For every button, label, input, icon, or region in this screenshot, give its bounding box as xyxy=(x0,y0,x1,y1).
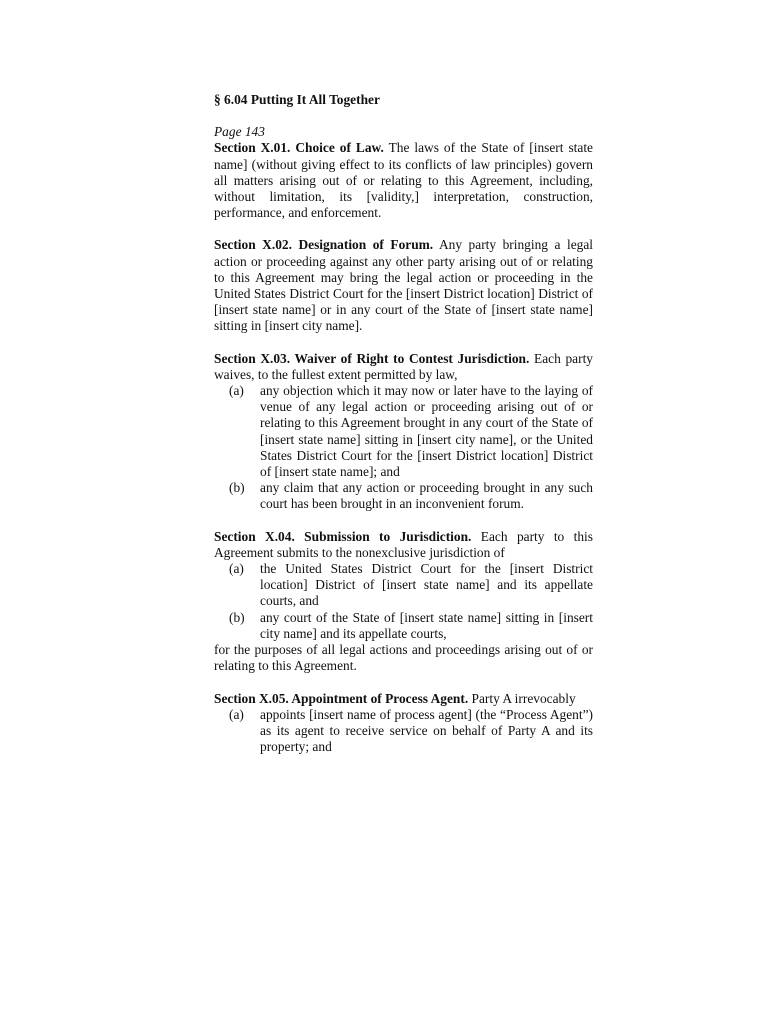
section-title: Section X.04. Submission to Jurisdiction. xyxy=(214,528,472,544)
clause-text: any objection which it may now or later have to the laying of venue of any legal action or proceeding arising out of or relating to this Agreement brought in any court of the State of [insert state name] sitting in [insert city name], or the United States District Court for the [insert District location] District of [insert state name]; and xyxy=(260,383,593,480)
contract-section xyxy=(214,351,593,513)
section-paragraph xyxy=(214,237,593,334)
section-heading: § 6.04 Putting It All Together xyxy=(214,92,380,107)
section-text: Any party bringing a legal action or proceeding against any other party arising out of or relating to this Agreement may bring the legal action or proceeding in the United States District Court for the [insert District location] District of [insert state name] or in any court of the State of [insert state name] sitting in [insert city name]. xyxy=(214,237,594,334)
section-text: Each party waives, to the fullest extent permitted by law, xyxy=(214,350,593,382)
clause-item xyxy=(214,610,593,642)
sections-container xyxy=(214,140,593,755)
clause-item xyxy=(214,383,593,480)
clause-text: any claim that any action or proceeding brought in any such court has been brought in an inconvenient forum. xyxy=(260,480,593,512)
section-text: Party A irrevocably xyxy=(471,690,576,706)
clause-item xyxy=(214,561,593,610)
clause-text: appoints [insert name of process agent] (the “Process Agent”) as its agent to receive service on behalf of Party A and its property; and xyxy=(260,706,593,755)
section-text: Each party to this Agreement submits to the nonexclusive jurisdiction of xyxy=(214,528,593,560)
clause-marker: (b) xyxy=(229,480,245,496)
clause-list xyxy=(214,707,593,756)
contract-section xyxy=(214,691,593,756)
document-page xyxy=(214,92,593,771)
clause-item xyxy=(214,707,593,756)
section-paragraph xyxy=(214,691,593,707)
clause-marker: (a) xyxy=(229,706,244,722)
contract-section xyxy=(214,237,593,334)
section-title: Section X.01. Choice of Law. xyxy=(214,140,384,156)
contract-section xyxy=(214,529,593,675)
section-paragraph xyxy=(214,140,593,221)
clause-marker: (b) xyxy=(229,609,245,625)
section-paragraph xyxy=(214,351,593,383)
section-text: The laws of the State of [insert state name] (without giving effect to its conflicts of law principles) govern all matters arising out of or relating to this Agreement, including, without limitation, its [validity,] interpretation, construction, performance, and enforcement. xyxy=(214,140,593,221)
section-paragraph xyxy=(214,529,593,561)
clause-list xyxy=(214,383,593,513)
page-reference: Page 143 xyxy=(214,124,265,140)
clause-marker: (a) xyxy=(229,561,244,577)
clause-marker: (a) xyxy=(229,383,244,399)
clause-list xyxy=(214,561,593,642)
section-title: Section X.02. Designation of Forum. xyxy=(214,237,434,253)
section-title: Section X.05. Appointment of Process Agent. xyxy=(214,690,469,706)
section-closing: for the purposes of all legal actions and proceedings arising out of or relating to this Agreement. xyxy=(214,642,593,674)
clause-text: the United States District Court for the [insert District location] District of [insert state name] and its appellate courts, and xyxy=(260,561,593,609)
clause-text: any court of the State of [insert state name] sitting in [insert city name] and its appellate courts, xyxy=(260,609,593,641)
clause-item xyxy=(214,480,593,512)
section-title: Section X.03. Waiver of Right to Contest Jurisdiction. xyxy=(214,350,530,366)
contract-section xyxy=(214,140,593,221)
